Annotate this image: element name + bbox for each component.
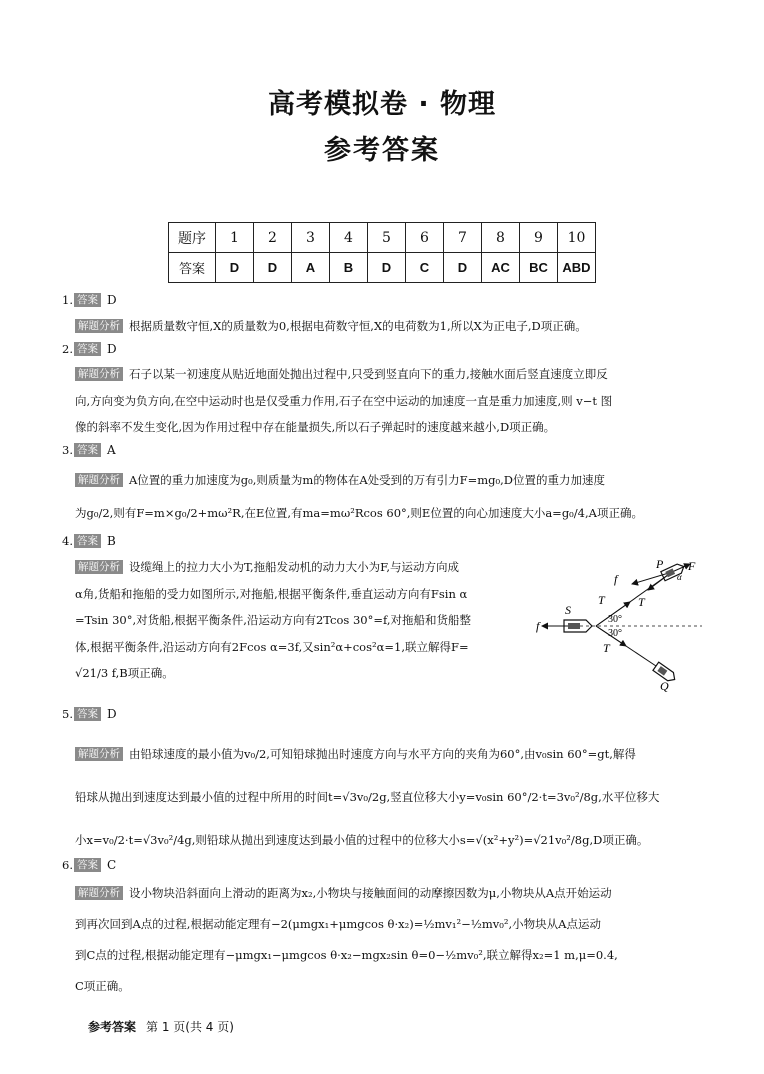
analysis-line: 设小物块沿斜面向上滑动的距离为x₂,小物块与接触面间的动摩擦因数为μ,小物块从A点开始运动 (129, 886, 612, 900)
table-cell: ABD (558, 253, 596, 283)
label-T: T (638, 595, 645, 609)
table-cell: D (254, 253, 292, 283)
answer-tag: 答案 (74, 443, 101, 457)
question-6-answer (62, 852, 702, 878)
analysis-tag: 解题分析 (75, 560, 123, 574)
question-3-answer (62, 437, 702, 463)
page-subtitle: 参考答案 (324, 135, 440, 166)
answer-tag: 答案 (74, 293, 101, 307)
table-cell: 8 (482, 223, 520, 253)
label-S: S (565, 603, 571, 617)
label-F: F (688, 559, 696, 573)
table-cell: 3 (292, 223, 330, 253)
label-T: T (598, 593, 605, 607)
question-2-answer (62, 336, 702, 362)
label-f: f (536, 619, 540, 633)
answer-value: A (107, 443, 116, 457)
question-5-answer (62, 701, 702, 727)
table-cell: 4 (330, 223, 368, 253)
table-cell: 7 (444, 223, 482, 253)
force-diagram (534, 554, 704, 694)
table-cell: D (368, 253, 406, 283)
analysis-line: 像的斜率不发生变化,因为作用过程中存在能量损失,所以石子弹起时的速度越来越小,D项正确。 (75, 420, 556, 434)
analysis-tag: 解题分析 (75, 367, 123, 381)
answer-value: D (107, 293, 117, 307)
analysis-tag: 解题分析 (75, 747, 123, 761)
analysis-line: 为g₀/2,则有F=m×g₀/2+mω²R,在E位置,有ma=mω²Rcos 60°,则E位置的向心加速度大小a=g₀/4,A项正确。 (75, 506, 643, 520)
page-footer (88, 1018, 234, 1035)
question-number: 4. (62, 534, 73, 548)
analysis-line: 到C点的过程,根据动能定理有−μmgx₁−μmgcos θ·x₂−mgx₂sin θ=0−½mv₀²,联立解得x₂=1 m,μ=0.4, (75, 948, 618, 962)
question-number: 1. (62, 293, 73, 307)
analysis-line: α角,货船和拖船的受力如图所示,对拖船,根据平衡条件,垂直运动方向有Fsin α (75, 586, 468, 601)
table-cell: AC (482, 253, 520, 283)
analysis-line: 根据质量数守恒,X的质量数为0,根据电荷数守恒,X的电荷数为1,所以X为正电子,D项正确。 (129, 319, 587, 333)
table-cell: B (330, 253, 368, 283)
analysis-line: 向,方向变为负方向,在空中运动时也是仅受重力作用,石子在空中运动的加速度一直是重力加速度,则 v−t 图 (75, 393, 613, 408)
table-header-num: 题序 (169, 223, 216, 253)
question-2-analysis (75, 361, 701, 441)
table-cell: 6 (406, 223, 444, 253)
analysis-line: 小x=v₀/2·t=√3v₀²/4g,则铅球从抛出到速度达到最小值的过程中的位移大小s=√(x²+y²)=√21v₀²/8g,D项正确。 (75, 833, 649, 847)
table-cell: 2 (254, 223, 292, 253)
table-cell: D (216, 253, 254, 283)
answer-tag: 答案 (74, 534, 101, 548)
answer-value: D (107, 342, 117, 356)
analysis-line: 到再次回到A点的过程,根据动能定理有−2(μmgx₁+μmgcos θ·x₂)=½mv₁²−½mv₀²,小物块从A点运动 (75, 917, 601, 931)
table-cell: 5 (368, 223, 406, 253)
analysis-line: 体,根据平衡条件,沿运动方向有2Fcos α=3f,又sin²α+cos²α=1,联立解得F= (75, 639, 469, 654)
answer-value: B (107, 534, 116, 548)
analysis-line: 铅球从抛出到速度达到最小值的过程中所用的时间t=√3v₀/2g,竖直位移大小y=v₀sin 60°/2·t=3v₀²/8g,水平位移大 (75, 790, 660, 804)
analysis-tag: 解题分析 (75, 886, 123, 900)
analysis-line: A位置的重力加速度为g₀,则质量为m的物体在A处受到的万有引力F=mg₀,D位置的重力加速度 (129, 473, 606, 487)
page-title: 高考模拟卷 · 物理 (267, 89, 497, 120)
question-1-answer (62, 287, 702, 313)
table-cell: D (444, 253, 482, 283)
label-angle: 30° (608, 614, 622, 625)
table-cell: BC (520, 253, 558, 283)
table-cell: 1 (216, 223, 254, 253)
question-number: 6. (62, 858, 73, 872)
question-3-analysis (75, 464, 701, 530)
label-alpha: α (677, 572, 682, 582)
question-4-analysis (75, 554, 531, 687)
table-cell: 9 (520, 223, 558, 253)
analysis-line: 由铅球速度的最小值为v₀/2,可知铅球抛出时速度方向与水平方向的夹角为60°,由v₀sin 60°=gt,解得 (129, 747, 636, 761)
question-5-analysis (75, 733, 701, 862)
analysis-line: =Tsin 30°,对货船,根据平衡条件,沿运动方向有2Tcos 30°=f,对拖船和货船整 (75, 613, 471, 627)
analysis-line: √21/3 f,B项正确。 (75, 666, 174, 680)
analysis-line: C项正确。 (75, 979, 130, 993)
label-f: f (614, 572, 618, 586)
analysis-line: 石子以某一初速度从贴近地面处抛出过程中,只受到竖直向下的重力,接触水面后竖直速度立即反 (129, 367, 608, 381)
page-number: 第 1 页(共 4 页) (146, 1020, 234, 1034)
question-4-answer (62, 528, 702, 554)
question-number: 3. (62, 443, 73, 457)
answer-tag: 答案 (74, 342, 101, 356)
answer-table (168, 222, 596, 283)
table-header-answer: 答案 (169, 253, 216, 283)
analysis-tag: 解题分析 (75, 319, 123, 333)
answer-value: C (107, 858, 117, 872)
table-cell: 10 (558, 223, 596, 253)
answer-value: D (107, 707, 117, 721)
question-6-analysis (75, 878, 701, 1002)
analysis-tag: 解题分析 (75, 473, 123, 487)
footer-label: 参考答案 (88, 1020, 137, 1034)
table-cell: A (292, 253, 330, 283)
label-P: P (656, 557, 664, 571)
label-Q: Q (660, 679, 669, 693)
label-angle: 30° (608, 628, 622, 639)
label-T: T (603, 641, 610, 655)
answer-tag: 答案 (74, 858, 101, 872)
question-number: 2. (62, 342, 73, 356)
answer-tag: 答案 (74, 707, 101, 721)
analysis-line: 设缆绳上的拉力大小为T,拖船发动机的动力大小为F,与运动方向成 (129, 560, 459, 574)
table-cell: C (406, 253, 444, 283)
question-number: 5. (62, 707, 73, 721)
